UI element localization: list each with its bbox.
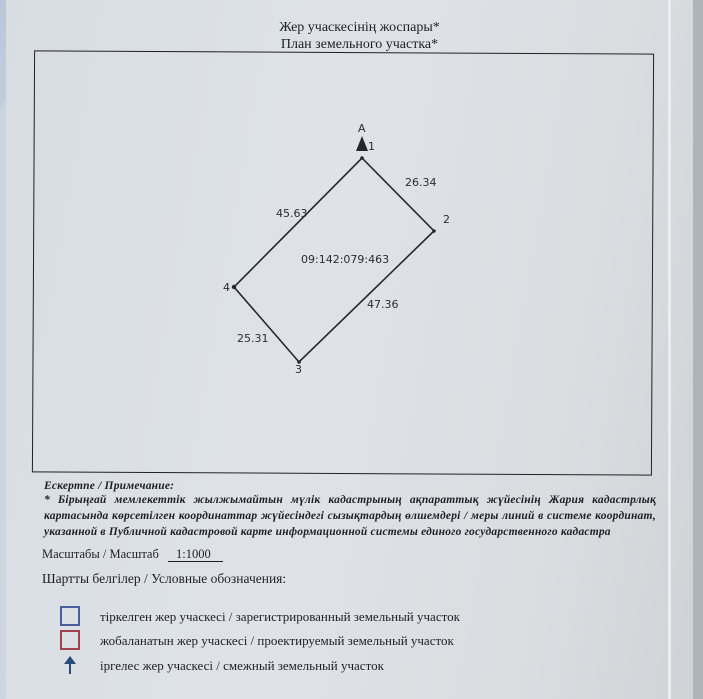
vertex-1: [360, 156, 364, 160]
scale-value: 1:1000: [168, 547, 223, 562]
scale-label: Масштабы / Масштаб: [42, 547, 159, 561]
point-label-3: 3: [295, 363, 302, 376]
point-label-2: 2: [443, 213, 450, 226]
segment-length-4-1: 45.63: [276, 207, 308, 220]
legend-label: жобаланатын жер учаскесі / проектируемый земельный участок: [100, 633, 454, 648]
blue-square-icon: [60, 606, 80, 626]
legend-label: іргелес жер учаскесі / смежный земельный участок: [100, 658, 384, 673]
north-arrow-icon: [356, 136, 368, 151]
red-square-icon: [60, 630, 80, 650]
legend-label: тіркелген жер учаскесі / зарегистрированный земельный участок: [100, 609, 460, 624]
title-ru: План земельного участка*: [280, 37, 439, 52]
segment-length-3-4: 25.31: [237, 332, 269, 345]
point-label-4: 4: [223, 281, 230, 294]
title-kz: Жер учаскесінің жоспары*: [279, 20, 440, 35]
up-arrow-icon: [60, 655, 80, 675]
point-label-1: 1: [368, 140, 375, 153]
north-label: A: [358, 122, 366, 135]
scale-row: [42, 547, 223, 562]
segment-length-1-2: 26.34: [405, 176, 437, 189]
parcel-cadastral-number: 09:142:079:463: [301, 253, 390, 266]
legend-title: Шартты белгілер / Условные обозначения:: [42, 571, 287, 586]
segment-length-2-3: 47.36: [367, 298, 399, 311]
note-body: * Бірыңғай мемлекеттік жылжымайтын мүлік кадастрының ақпараттық жүйесінің Жария кадастрлық картасында көрсетілген координаттар жүйесіндегі сызықтардың өлшемдері / меры линий в системе координат, указанной в Публичной кадастровой карте информационной системы единого государственного кадастра: [44, 494, 656, 538]
vertex-4: [232, 285, 236, 289]
note-heading: Ескертпе / Примечание:: [44, 480, 175, 492]
vertex-2: [432, 229, 436, 233]
